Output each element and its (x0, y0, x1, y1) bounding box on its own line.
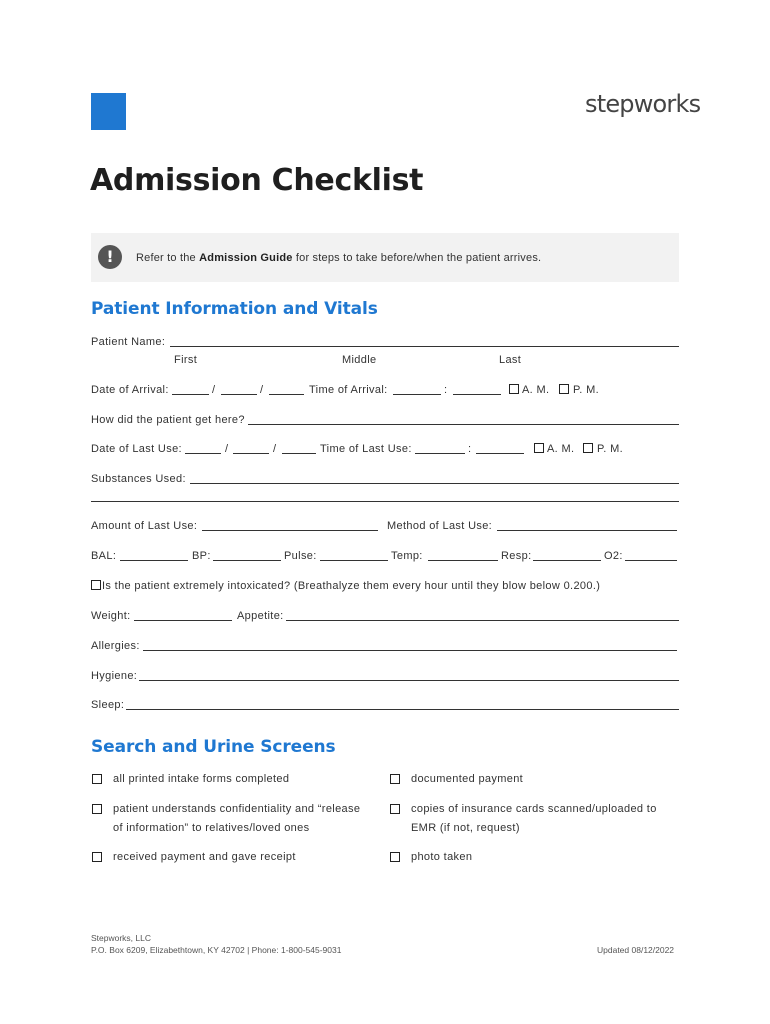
arrival-am-checkbox[interactable] (509, 384, 519, 394)
pulse-field[interactable] (320, 560, 388, 561)
weight-label: Weight: (91, 610, 131, 622)
page-title: Admission Checklist (90, 163, 424, 198)
weight-field[interactable] (134, 620, 232, 621)
appetite-label: Appetite: (237, 610, 284, 622)
sleep-field[interactable] (126, 709, 679, 710)
brand-square (91, 93, 126, 130)
bal-label: BAL: (91, 550, 117, 562)
checklist-checkbox[interactable] (92, 852, 102, 862)
appetite-field[interactable] (286, 620, 679, 621)
date-separator: / (225, 443, 229, 455)
notice-text: Refer to the Admission Guide for steps to take before/when the patient arrives. (136, 252, 542, 264)
checklist-item-label: copies of insurance cards scanned/uploaded to (411, 803, 657, 815)
first-sublabel: First (174, 354, 198, 366)
method-last-use-field[interactable] (497, 530, 677, 531)
pulse-label: Pulse: (284, 550, 317, 562)
intoxicated-checkbox[interactable] (91, 580, 101, 590)
temp-label: Temp: (391, 550, 423, 562)
allergies-field[interactable] (143, 650, 677, 651)
footer-contact: P.O. Box 6209, Elizabethtown, KY 42702 | Phone: 1-800-545-9031 (91, 945, 342, 955)
last-use-day-field[interactable] (233, 453, 269, 454)
patient-name-label: Patient Name: (91, 336, 166, 348)
o2-label: O2: (604, 550, 623, 562)
checklist-checkbox[interactable] (92, 774, 102, 784)
amount-last-use-field[interactable] (202, 530, 378, 531)
date-separator: / (273, 443, 277, 455)
middle-sublabel: Middle (342, 354, 377, 366)
footer-address (91, 932, 341, 956)
pm-label: P. M. (597, 443, 624, 455)
last-use-minute-field[interactable] (476, 453, 524, 454)
exclamation-icon: ! (98, 245, 122, 269)
date-separator: / (212, 384, 216, 396)
o2-field[interactable] (625, 560, 677, 561)
resp-label: Resp: (501, 550, 532, 562)
substances-field[interactable] (190, 483, 679, 484)
date-of-arrival-label: Date of Arrival: (91, 384, 169, 396)
footer-company: Stepworks, LLC (91, 933, 151, 943)
patient-name-field[interactable] (170, 346, 679, 347)
notice-box (91, 233, 679, 282)
arrival-pm-checkbox[interactable] (559, 384, 569, 394)
last-sublabel: Last (499, 354, 522, 366)
bp-field[interactable] (213, 560, 281, 561)
admission-guide-link[interactable]: Admission Guide (199, 252, 293, 264)
checklist-item-label-line2: of information” to relatives/loved ones (113, 822, 310, 834)
section-heading-search-urine: Search and Urine Screens (91, 737, 336, 757)
time-separator: : (468, 443, 472, 455)
pm-label: P. M. (573, 384, 600, 396)
date-last-use-label: Date of Last Use: (91, 443, 182, 455)
hygiene-label: Hygiene: (91, 670, 138, 682)
arrival-day-field[interactable] (221, 394, 257, 395)
amount-last-use-label: Amount of Last Use: (91, 520, 198, 532)
stepworks-logo: stepworks (585, 90, 701, 118)
resp-field[interactable] (533, 560, 601, 561)
intoxicated-label: Is the patient extremely intoxicated? (Breathalyze them every hour until they blow below 0.200.) (102, 580, 601, 592)
section-heading-patient-info: Patient Information and Vitals (91, 299, 378, 319)
am-label: A. M. (522, 384, 550, 396)
bp-label: BP: (192, 550, 211, 562)
substances-label: Substances Used: (91, 473, 186, 485)
method-last-use-label: Method of Last Use: (387, 520, 493, 532)
checklist-item-label: received payment and gave receipt (113, 851, 296, 863)
footer-updated: Updated 08/12/2022 (597, 945, 675, 955)
checklist-item-label: documented payment (411, 773, 524, 785)
checklist-checkbox[interactable] (390, 774, 400, 784)
arrival-hour-field[interactable] (393, 394, 441, 395)
time-separator: : (444, 384, 448, 396)
sleep-label: Sleep: (91, 699, 125, 711)
checklist-checkbox[interactable] (390, 804, 400, 814)
bal-field[interactable] (120, 560, 188, 561)
last-use-am-checkbox[interactable] (534, 443, 544, 453)
checklist-item-label-line2: EMR (if not, request) (411, 822, 520, 834)
checklist-item-label: all printed intake forms completed (113, 773, 290, 785)
date-separator: / (260, 384, 264, 396)
checklist-item-label: photo taken (411, 851, 473, 863)
checklist-checkbox[interactable] (92, 804, 102, 814)
time-last-use-label: Time of Last Use: (320, 443, 412, 455)
last-use-month-field[interactable] (185, 453, 221, 454)
arrival-year-field[interactable] (269, 394, 304, 395)
how-arrived-field[interactable] (248, 424, 679, 425)
how-arrived-label: How did the patient get here? (91, 414, 245, 426)
am-label: A. M. (547, 443, 575, 455)
checklist-checkbox[interactable] (390, 852, 400, 862)
last-use-year-field[interactable] (282, 453, 316, 454)
time-of-arrival-label: Time of Arrival: (309, 384, 388, 396)
arrival-minute-field[interactable] (453, 394, 501, 395)
hygiene-field[interactable] (139, 680, 679, 681)
temp-field[interactable] (428, 560, 498, 561)
allergies-label: Allergies: (91, 640, 140, 652)
last-use-hour-field[interactable] (415, 453, 465, 454)
substances-field-line2[interactable] (91, 501, 679, 502)
last-use-pm-checkbox[interactable] (583, 443, 593, 453)
arrival-month-field[interactable] (172, 394, 209, 395)
checklist-item-label: patient understands confidentiality and “release (113, 803, 361, 815)
